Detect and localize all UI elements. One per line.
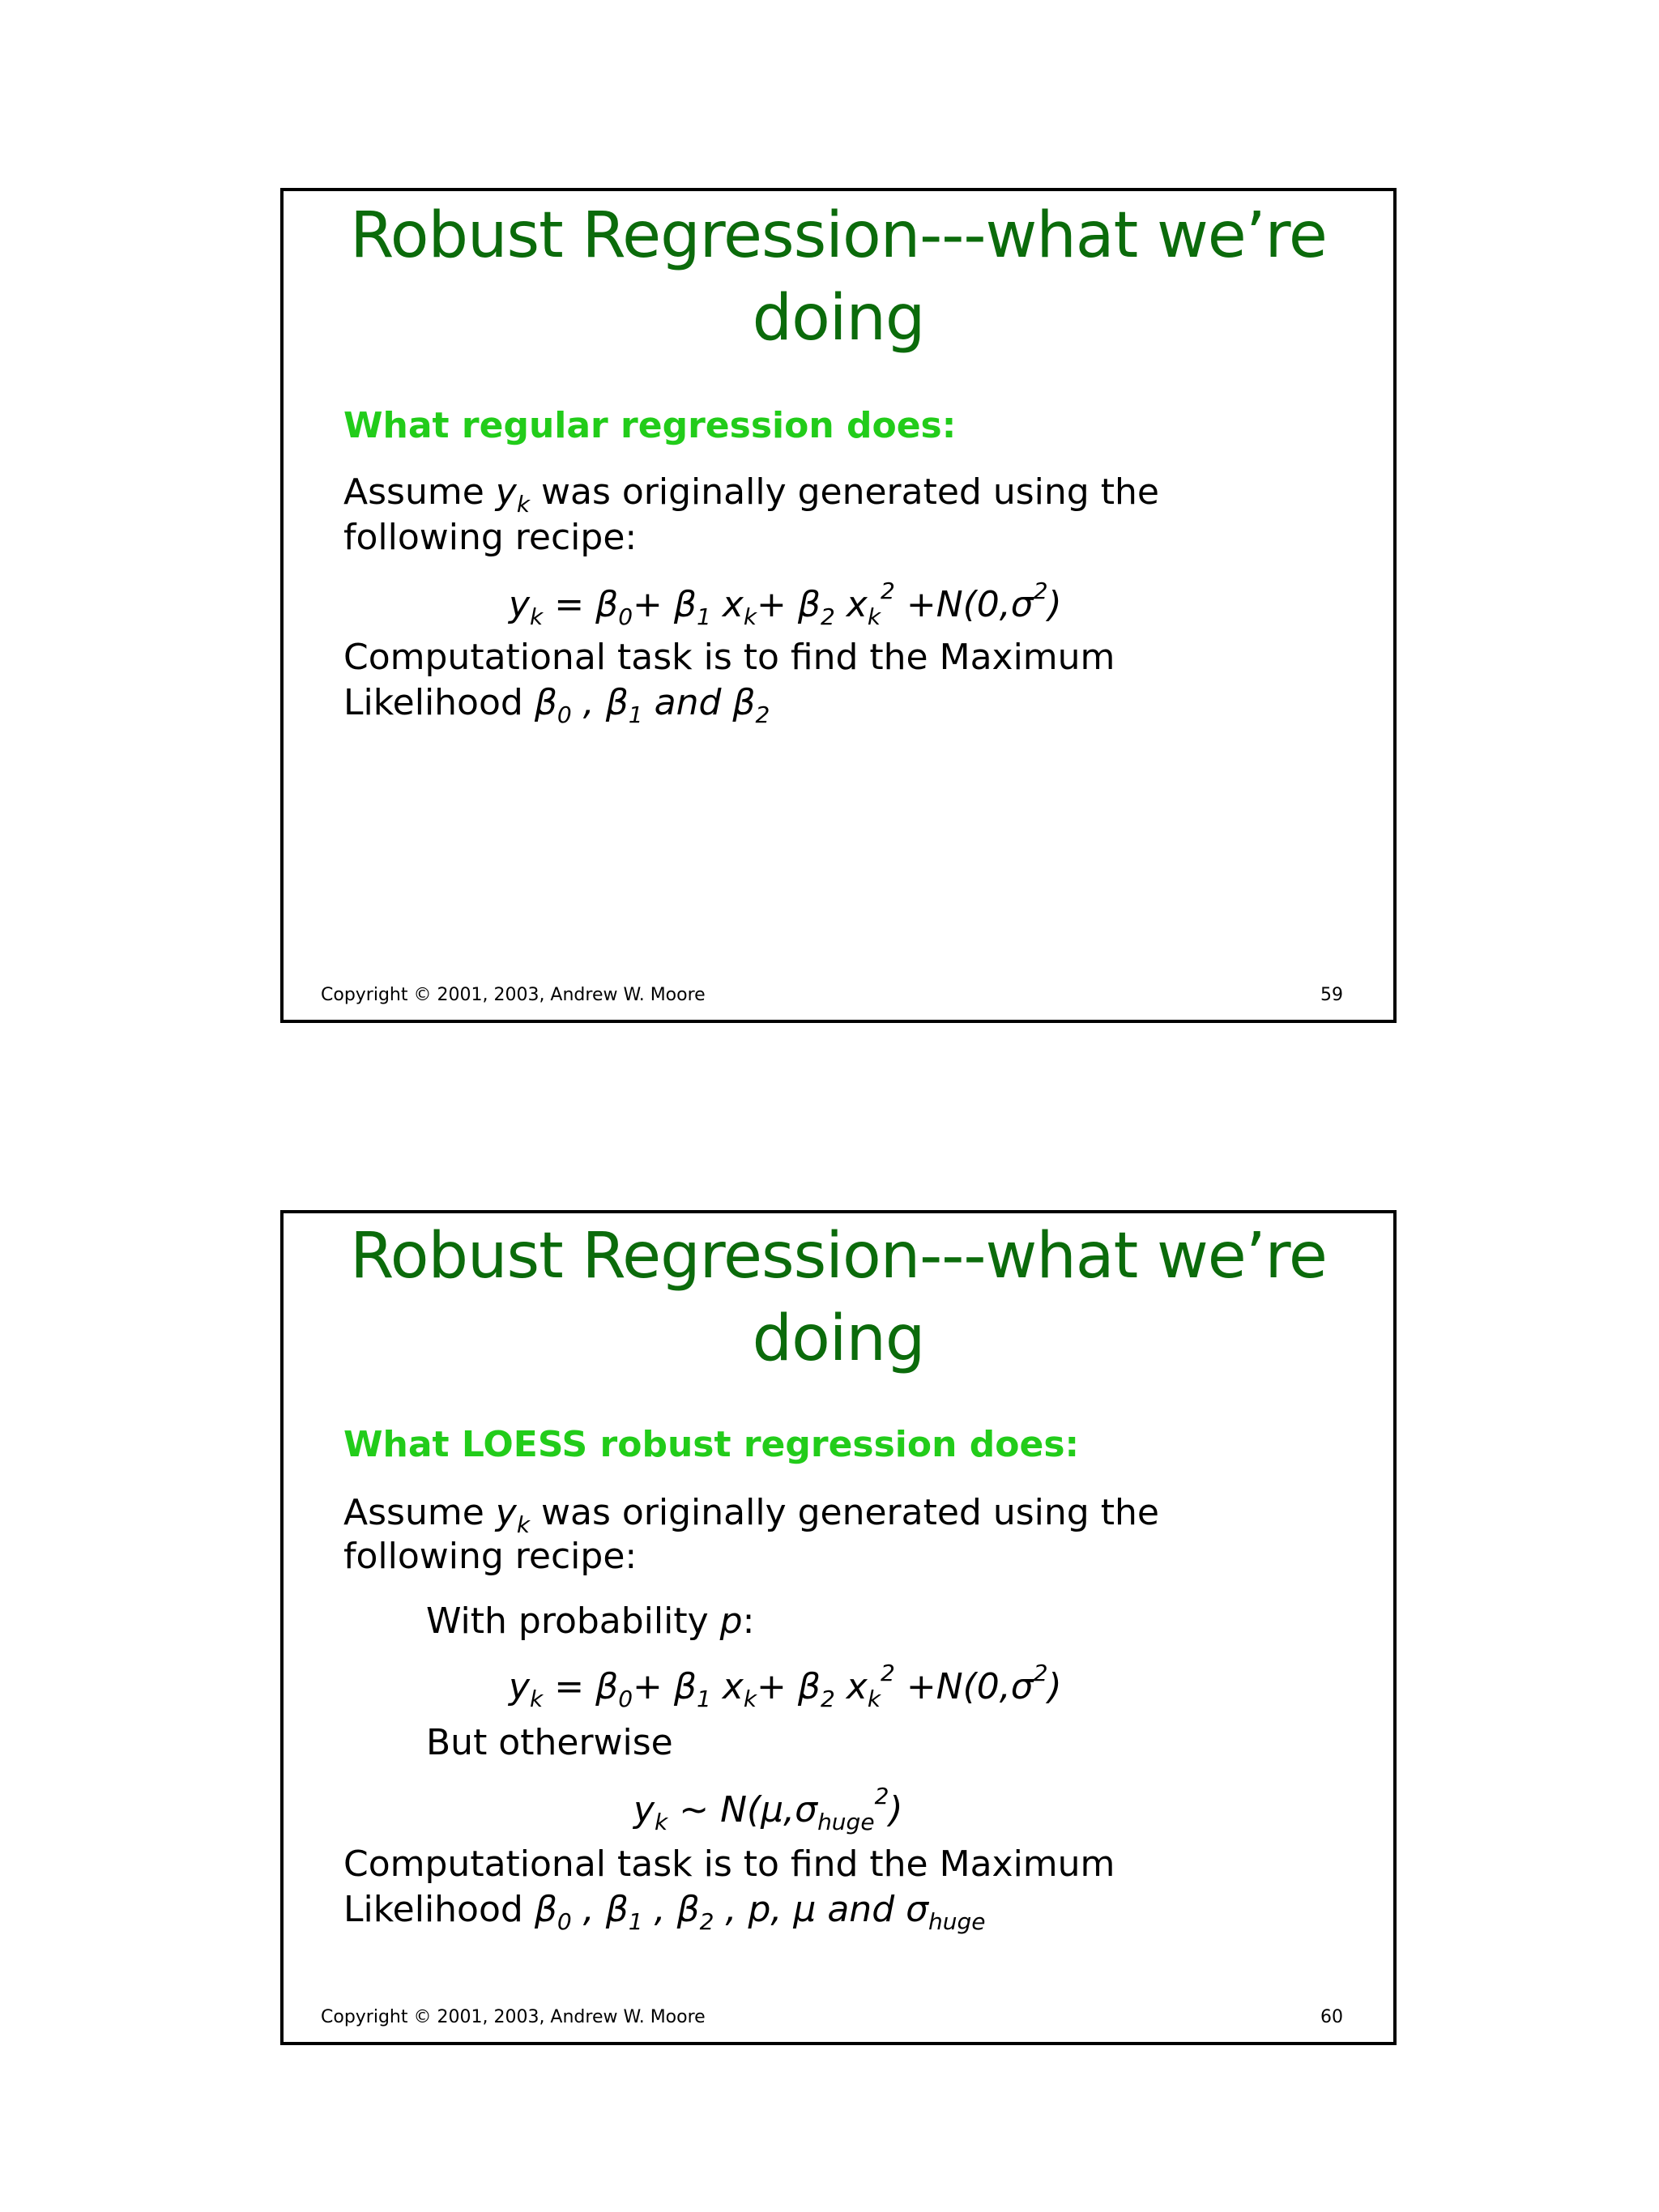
task-var: , β [642, 1889, 700, 1930]
eq-part: +N(0,σ [894, 584, 1034, 625]
eq-sub: huge [817, 1809, 875, 1835]
task-var: , β [571, 682, 629, 723]
eq-sub: 1 [696, 1686, 711, 1712]
eq-part: + β [757, 584, 821, 625]
task-sub: 1 [628, 701, 643, 728]
var-y: y [495, 1492, 517, 1533]
eq-part: = β [543, 1666, 619, 1707]
assume-text-post: was originally generated using the [541, 471, 1159, 513]
eq-sup: 2 [874, 1783, 889, 1809]
section-heading: What LOESS robust regression does: [343, 1424, 1080, 1465]
eq-part: + β [633, 584, 697, 625]
slide-60 [280, 1210, 1397, 2045]
eq-part: ~ N(μ,σ [667, 1789, 818, 1831]
footer-copyright: Copyright © 2001, 2003, Andrew W. Moore [321, 985, 706, 1005]
eq-y: y [509, 1666, 531, 1707]
title-line-1: Robust Regression---what we’re [350, 1220, 1327, 1293]
var-p: p [719, 1600, 743, 1642]
assume-line-2: following recipe: [343, 1536, 638, 1577]
sub-k: k [516, 1511, 531, 1538]
assume-text: Assume [343, 471, 484, 513]
eq-part: + β [757, 1666, 821, 1707]
eq-sub: k [655, 1809, 668, 1835]
eq-sub: k [743, 603, 757, 630]
task-var: and β [642, 682, 756, 723]
eq-part: +N(0,σ [894, 1666, 1034, 1707]
task-sub: huge [928, 1908, 986, 1935]
eq-sub: 0 [618, 1686, 633, 1712]
task-sub: 0 [557, 1908, 572, 1935]
otherwise-line: But otherwise [426, 1722, 673, 1763]
eq-sub: k [530, 1686, 544, 1712]
footer-page-number: 60 [1320, 2007, 1343, 2027]
eq-sub: k [867, 1686, 881, 1712]
eq-part: x [710, 584, 744, 625]
title-line-2: doing [752, 1302, 925, 1375]
task-sub: 2 [755, 701, 770, 728]
task-sub: 2 [699, 1908, 714, 1935]
eq-sup: 2 [1033, 578, 1048, 604]
sub-k: k [516, 491, 531, 518]
slide-59 [280, 188, 1397, 1023]
eq-part: ) [889, 1789, 903, 1831]
assume-line-2: following recipe: [343, 517, 638, 558]
eq-sub: k [743, 1686, 757, 1712]
task-line-1: Computational task is to find the Maximum [343, 1843, 1115, 1885]
eq-sub: k [530, 603, 544, 630]
title-line-2: doing [752, 282, 925, 355]
with-prob-text: With probability [426, 1600, 709, 1642]
task-var: β [534, 1889, 557, 1930]
task-line-1: Computational task is to find the Maximum [343, 637, 1115, 678]
eq-part: x [834, 1666, 868, 1707]
task-var: , p, μ and σ [714, 1889, 928, 1930]
task-line-2 [343, 1887, 986, 1945]
equation-2 [633, 1774, 903, 1845]
task-line-2 [343, 680, 770, 738]
equation [509, 569, 1062, 640]
section-heading: What regular regression does: [343, 405, 957, 446]
footer-page-number: 59 [1320, 985, 1343, 1005]
eq-part: = β [543, 584, 619, 625]
eq-sup: 2 [881, 1660, 895, 1686]
task-sub: 1 [628, 1908, 643, 1935]
task-var: , β [571, 1889, 629, 1930]
eq-sub: 2 [820, 603, 835, 630]
assume-text: Assume [343, 1492, 484, 1533]
with-probability-line [426, 1599, 754, 1644]
var-y: y [495, 471, 517, 513]
task-var: β [534, 682, 557, 723]
assume-text-post: was originally generated using the [541, 1492, 1159, 1533]
eq-y: y [633, 1789, 655, 1831]
eq-sub: 1 [696, 603, 711, 630]
eq-sub: 2 [820, 1686, 835, 1712]
task-text: Likelihood [343, 682, 523, 723]
eq-part: ) [1047, 584, 1062, 625]
eq-sup: 2 [1033, 1660, 1048, 1686]
eq-sup: 2 [881, 578, 895, 604]
slide-title [284, 1215, 1393, 1380]
task-sub: 0 [557, 701, 572, 728]
slide-title [284, 194, 1393, 360]
eq-part: ) [1047, 1666, 1062, 1707]
colon: : [742, 1600, 755, 1642]
eq-part: + β [633, 1666, 697, 1707]
eq-sub: k [867, 603, 881, 630]
footer-copyright: Copyright © 2001, 2003, Andrew W. Moore [321, 2007, 706, 2027]
title-line-1: Robust Regression---what we’re [350, 199, 1327, 272]
eq-sub: 0 [618, 603, 633, 630]
eq-y: y [509, 584, 531, 625]
eq-part: x [710, 1666, 744, 1707]
equation [509, 1651, 1062, 1722]
task-text: Likelihood [343, 1889, 523, 1930]
eq-part: x [834, 584, 868, 625]
